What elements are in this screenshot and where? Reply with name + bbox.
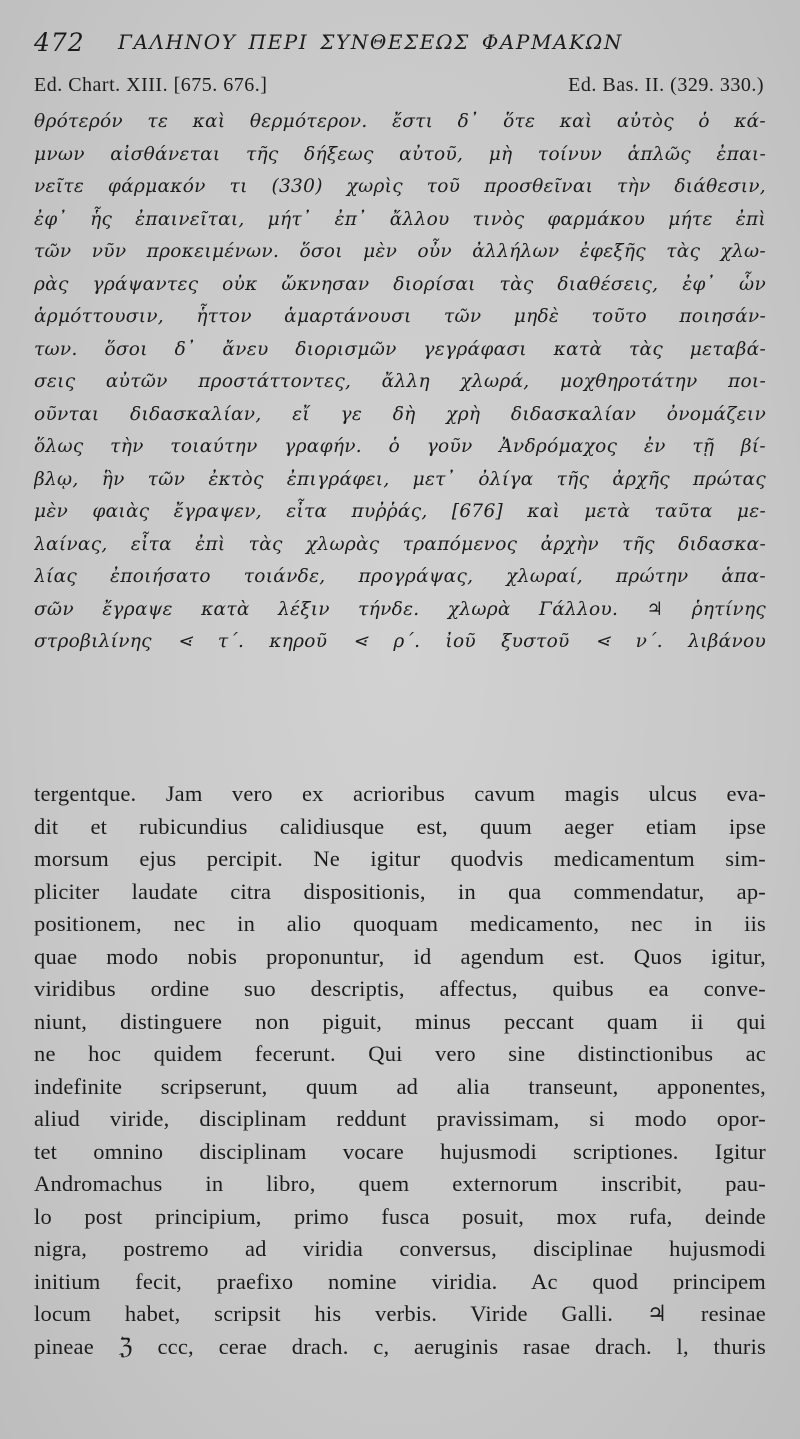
- running-head: [34, 28, 774, 64]
- greek-text-line: ἐφ᾽ ἧς ἐπαινεῖται, μήτ᾽ ἐπ᾽ ἄλλου τινὸς φαρμάκου μήτε ἐπὶ: [34, 208, 766, 230]
- greek-text-line: ὅλως τὴν τοιαύτην γραφήν. ὁ γοῦν Ἀνδρόμαχος ἐν τῇ βί-: [34, 436, 766, 457]
- edition-basel-reference: Ed. Bas. II. (329. 330.): [568, 74, 764, 96]
- greek-text-line: μὲν φαιὰς ἔγραψεν, εἶτα πυῤῥάς, [676] καὶ μετὰ ταῦτα με-: [34, 501, 766, 522]
- greek-text-line: μνων αἰσθάνεται τῆς δήξεως αὐτοῦ, μὴ τοίνυν ἁπλῶς ἐπαι-: [34, 143, 766, 165]
- greek-text-line: των. ὅσοι δ᾽ ἄνευ διορισμῶν γεγράφασι κατὰ τὰς μεταβά-: [34, 338, 766, 360]
- latin-text-line: viridibus ordine suo descriptis, affectus, quibus ea conve-: [34, 976, 766, 1001]
- greek-text-line: λαίνας, εἶτα ἐπὶ τὰς χλωρὰς τραπόμενος ἀρχὴν τῆς διδασκα-: [34, 533, 766, 555]
- latin-text-line: nigra, postremo ad viridia conversus, disciplinae hujusmodi: [34, 1236, 766, 1261]
- latin-text-line: ne hoc quidem fecerunt. Qui vero sine distinctionibus ac: [34, 1041, 766, 1066]
- greek-text-line: θρότερόν τε καὶ θερμότερον. ἔστι δ᾽ ὅτε καὶ αὐτὸς ὁ κά-: [34, 111, 766, 132]
- greek-text-line: οῦνται διδασκαλίαν, εἴ γε δὴ χρὴ διδασκαλίαν ὀνομάζειν: [34, 403, 766, 425]
- greek-text-line: ρὰς γράψαντες οὐκ ὤκνησαν διορίσαι τὰς διαθέσεις, ἐφ᾽ ὧν: [34, 273, 766, 295]
- edition-chartier-reference: Ed. Chart. XIII. [675. 676.]: [34, 74, 268, 96]
- page-number: 472: [34, 28, 85, 57]
- latin-text-line: pliciter laudate citra dispositionis, in qua commendatur, ap-: [34, 878, 766, 904]
- latin-text-block: [34, 778, 766, 1363]
- latin-text-line: Andromachus in libro, quem externorum inscribit, pau-: [34, 1171, 766, 1196]
- latin-text-line: indefinite scripserunt, quum ad alia transeunt, apponentes,: [34, 1073, 766, 1099]
- edition-reference-line: [34, 74, 764, 100]
- latin-text-line: tet omnino disciplinam vocare hujusmodi scriptiones. Igitur: [34, 1138, 766, 1164]
- latin-text-line: positionem, nec in alio quoquam medicamento, nec in iis: [34, 911, 766, 936]
- latin-text-line: quae modo nobis proponuntur, id agendum est. Quos igitur,: [34, 943, 766, 969]
- greek-text-line: τῶν νῦν προκειμένων. ὅσοι μὲν οὖν ἀλλήλων ἐφεξῆς τὰς χλω-: [34, 241, 766, 262]
- latin-text-line: morsum ejus percipit. Ne igitur quodvis medicamentum sim-: [34, 846, 766, 871]
- latin-text-line: initium fecit, praefixo nomine viridia. Ac quod principem: [34, 1268, 766, 1294]
- greek-text-line: ἁρμόττουσιν, ἧττον ἁμαρτάνουσι τῶν μηδὲ τοῦτο ποιησάν-: [34, 306, 766, 327]
- greek-text-block: [34, 106, 766, 659]
- latin-text-line: locum habet, scripsit his verbis. Viride Galli. ♃ resinae: [34, 1301, 766, 1326]
- latin-text-line: dit et rubicundius calidiusque est, quum aeger etiam ipse: [34, 813, 766, 839]
- greek-text-line: σῶν ἔγραψε κατὰ λέξιν τήνδε. χλωρὰ Γάλλου. ♃ ῥητίνης: [34, 598, 766, 620]
- greek-text-line: νεῖτε φάρμακόν τι (330) χωρὶς τοῦ προσθεῖναι τὴν διάθεσιν,: [34, 176, 766, 197]
- latin-text-line: tergentque. Jam vero ex acrioribus cavum magis ulcus eva-: [34, 781, 766, 806]
- running-title: ΓΑΛΗΝΟΥ ΠΕΡΙ ΣΥΝΘΕΣΕΩΣ ΦΑΡΜΑΚΩΝ: [118, 30, 623, 54]
- greek-text-line: στροβιλίνης ⋖ τ΄. κηροῦ ⋖ ρ΄. ἰοῦ ξυστοῦ ⋖ ν΄. λιβάνου: [34, 631, 766, 652]
- latin-text-line: lo post principium, primo fusca posuit, mox rufa, deinde: [34, 1203, 766, 1229]
- latin-text-line: aliud viride, disciplinam reddunt pravissimam, si modo opor-: [34, 1106, 766, 1131]
- greek-text-line: λίας ἐποιήσατο τοιάνδε, προγράψας, χλωραί, πρώτην ἁπα-: [34, 566, 766, 587]
- latin-text-line: niunt, distinguere non piguit, minus peccant quam ii qui: [34, 1008, 766, 1034]
- latin-text-line: pineae ℨ ccc, cerae drach. c, aeruginis rasae drach. l, thuris: [34, 1333, 766, 1359]
- greek-text-line: βλῳ, ἣν τῶν ἐκτὸς ἐπιγράφει, μετ᾽ ὀλίγα τῆς ἀρχῆς πρώτας: [34, 468, 766, 490]
- greek-text-line: σεις αὐτῶν προστάττοντες, ἄλλη χλωρά, μοχθηροτάτην ποι-: [34, 371, 766, 392]
